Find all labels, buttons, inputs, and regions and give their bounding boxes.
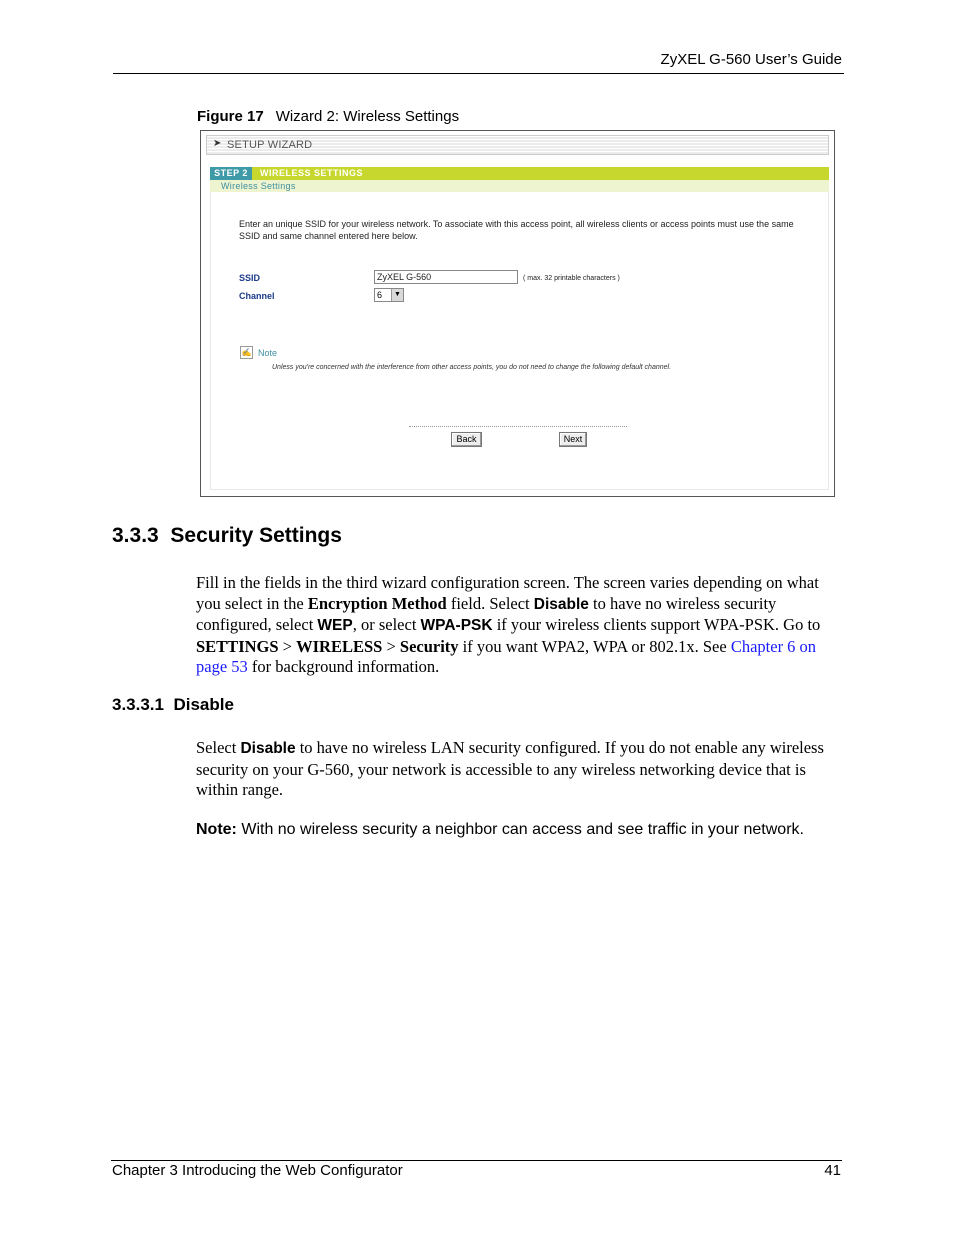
channel-value: 6 xyxy=(377,290,383,300)
subtitle: Wireless Settings xyxy=(221,181,296,191)
text-run: if you want WPA2, WPA or 802.1x. See xyxy=(458,636,731,656)
ssid-hint: ( max. 32 printable characters ) xyxy=(523,275,620,282)
security-settings-paragraph xyxy=(196,573,842,678)
next-button[interactable]: Next xyxy=(559,432,587,447)
note-title: Note xyxy=(258,348,278,358)
footer-chapter: Chapter 3 Introducing the Web Configurator xyxy=(112,1162,403,1179)
step-label: STEP 2 xyxy=(210,167,252,180)
note-label: Note: xyxy=(196,821,237,838)
text-run: if your wireless clients support WPA-PSK. Go to xyxy=(492,615,821,634)
section-number: 3.3.3 xyxy=(112,524,159,547)
subsection-heading xyxy=(112,695,234,715)
text-run: Select xyxy=(196,738,241,757)
chapter-6-link[interactable]: Chapter 6 on page 53 xyxy=(196,636,817,676)
security-term: Security xyxy=(399,636,459,656)
note-text: Unless you're concerned with the interference from other access points, you do not need to change the following default channel. xyxy=(272,364,672,371)
channel-select[interactable] xyxy=(374,288,404,302)
encryption-method-term: Encryption Method xyxy=(307,593,447,613)
step-title: WIRELESS SETTINGS xyxy=(260,168,364,178)
note-icon: ✍ xyxy=(241,348,252,357)
figure-label: Figure 17 xyxy=(197,108,264,125)
channel-label: Channel xyxy=(239,291,275,301)
wireless-term: WIRELESS xyxy=(296,636,383,656)
footer-rule xyxy=(111,1160,842,1161)
note-body: With no wireless security a neighbor can access and see traffic in your network. xyxy=(236,821,804,838)
ssid-label: SSID xyxy=(239,273,261,283)
running-header: ZyXEL G-560 User’s Guide xyxy=(660,51,842,68)
figure-caption xyxy=(197,108,459,125)
setup-wizard-banner xyxy=(206,135,829,155)
disable-term: Disable xyxy=(533,595,589,613)
chevron-down-icon[interactable]: ▼ xyxy=(391,289,403,301)
section-title: Security Settings xyxy=(170,524,342,547)
text-run: > xyxy=(382,636,400,656)
wep-term: WEP xyxy=(317,617,353,634)
ssid-input[interactable]: ZyXEL G-560 xyxy=(374,270,518,284)
figure-caption-text: Wizard 2: Wireless Settings xyxy=(275,108,460,125)
disable-term: Disable xyxy=(240,740,296,757)
subsection-title: Disable xyxy=(173,695,234,714)
arrow-icon: ➤ xyxy=(213,138,222,149)
note-paragraph xyxy=(196,820,842,841)
wizard-screenshot xyxy=(200,130,835,497)
instructions: Enter an unique SSID for your wireless network. To associate with this access point, all wireless clients or access points must use the same SSID and same channel entered here below. xyxy=(239,219,794,241)
text-run: , or select xyxy=(352,615,421,634)
wizard-content xyxy=(210,192,829,490)
button-divider xyxy=(409,426,627,427)
wpa-psk-term: WPA-PSK xyxy=(420,617,493,634)
text-run: for background information. xyxy=(247,657,440,676)
section-heading xyxy=(112,524,342,548)
step-bar xyxy=(210,167,829,180)
text-run: to have no wireless LAN security configured. If you do not enable any wireless security on your G-560, your network is accessible to any wireless networking device that is within range. xyxy=(196,738,824,799)
text-run: > xyxy=(278,636,297,656)
text-run: to have no wireless security configured, select xyxy=(196,593,777,634)
subtitle-bar xyxy=(210,180,829,192)
banner-title: SETUP WIZARD xyxy=(227,139,313,151)
page-number: 41 xyxy=(824,1162,841,1179)
text-run: Fill in the fields in the third wizard configuration screen. The screen varies depending on what you select in the xyxy=(196,573,819,613)
subsection-number: 3.3.3.1 xyxy=(112,695,164,714)
disable-paragraph xyxy=(196,738,842,801)
header-rule xyxy=(113,73,844,74)
text-run: field. Select xyxy=(446,593,534,613)
back-button[interactable]: Back xyxy=(451,432,482,447)
settings-term: SETTINGS xyxy=(196,636,279,656)
